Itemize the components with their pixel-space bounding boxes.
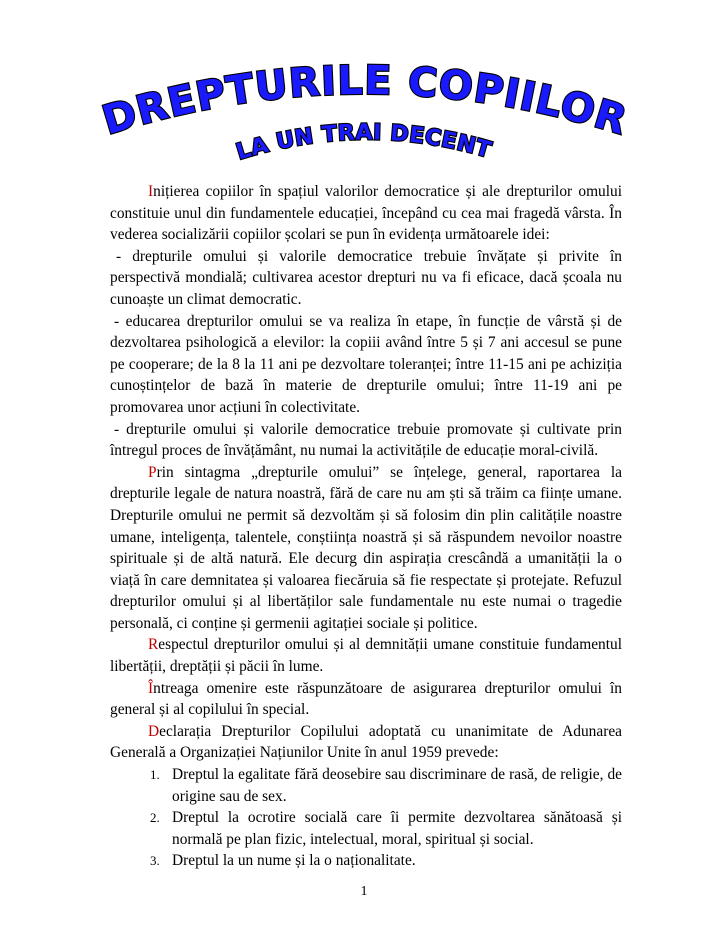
paragraph-sintagma bbox=[110, 462, 622, 635]
list-text: Dreptul la ocrotire socială care îi permite dezvoltarea sănătoasă și normală pe plan fizic, intelectual, moral, spiritual și social. bbox=[172, 809, 622, 848]
title-line-1: DREPTURILE COPIILOR bbox=[97, 57, 633, 145]
list-text: Dreptul la egalitate fără deosebire sau discriminare de rasă, de religie, de origine sau de sex. bbox=[172, 766, 622, 805]
list-number: 3. bbox=[150, 853, 160, 869]
title-wordart bbox=[0, 0, 728, 170]
title-line-2: LA UN TRAI DECENT bbox=[233, 120, 495, 166]
rights-list bbox=[110, 764, 622, 872]
paragraph-intro bbox=[110, 181, 622, 246]
list-text: Dreptul la un nume și la o naționalitate. bbox=[172, 852, 416, 870]
list-item bbox=[110, 764, 622, 807]
paragraph-declaratia bbox=[110, 721, 622, 764]
list-item bbox=[110, 807, 622, 850]
drop-letter: R bbox=[148, 636, 159, 654]
body-text bbox=[110, 181, 622, 872]
title-svg bbox=[0, 0, 728, 170]
paragraph-text: ntreaga omenire este răspunzătoare de asigurarea drepturilor omului în general și al copilului în special. bbox=[110, 679, 622, 719]
paragraph-respectul bbox=[110, 634, 622, 677]
page-number: 1 bbox=[360, 884, 368, 899]
paragraph-dash-1: - drepturile omului și valorile democratice trebuie învățate și privite în perspectivă mondială; cultivarea acestor drepturi nu va fi eficace, dacă școala nu cunoaște un climat democratic. bbox=[110, 247, 622, 308]
drop-letter: P bbox=[148, 463, 157, 481]
drop-letter: I bbox=[148, 183, 154, 200]
paragraph-text: nițierea copiilor în spațiul valorilor democratice și ale drepturilor omului constituie unul din fundamentele educației, începând cu cea mai fragedă vârsta. În vederea socializării copiilor școlari se pun în evidența următoarele idei: bbox=[110, 183, 622, 244]
paragraph-text: espectul drepturilor omului și al demnității umane constituie fundamentul libertății, dreptății și păcii în lume. bbox=[110, 636, 622, 676]
list-item bbox=[110, 850, 622, 872]
paragraph-text: rin sintagma „drepturile omului” se înțelege, general, raportarea la drepturile legale de natura noastră, fără de care nu am ști să trăim ca ființe umane. Drepturile omului ne permit să dezvoltăm și să folosim din plin calitățile noastre umane, inteligența, talentele, conștiința noastră și să răspundem nevoilor noastre spirituale și de altă natură. Ele decurg din aspirația crescândă a umanității la o viață în care demnitatea și valoarea fiecăruia să fie respectate și protejate. Refuzul drepturilor omului și al libertăților sale fundamentale nu este numai o tragedie personală, ci conține și germenii agitației sociale și politice. bbox=[110, 463, 622, 632]
drop-letter: Î bbox=[148, 679, 154, 697]
list-number: 2. bbox=[150, 810, 160, 826]
paragraph-dash-3: - drepturile omului și valorile democratice trebuie promovate și cultivate prin întregul proces de învățământ, nu numai la activitățile de educație moral-civilă. bbox=[110, 420, 622, 460]
paragraph-text: eclarația Drepturilor Copilului adoptată cu unanimitate de Adunarea Generală a Organizației Națiunilor Unite în anul 1959 prevede: bbox=[110, 722, 622, 762]
paragraph-dash-2: - educarea drepturilor omului se va realiza în etape, în funcție de vârstă și de dezvoltarea psihologică a elevilor: la copiii având între 5 și 7 ani accesul se pune pe cooperare; de la 8 la 11 ani pe dezvoltare toleranței; între 11-15 ani pe achiziția cunoștințelor de bază în materie de drepturile omului; între 11-19 ani pe promovarea unor acțiuni în colectivitate. bbox=[110, 312, 622, 416]
list-number: 1. bbox=[150, 767, 160, 783]
drop-letter: D bbox=[148, 722, 160, 740]
paragraph-intreaga bbox=[110, 678, 622, 721]
